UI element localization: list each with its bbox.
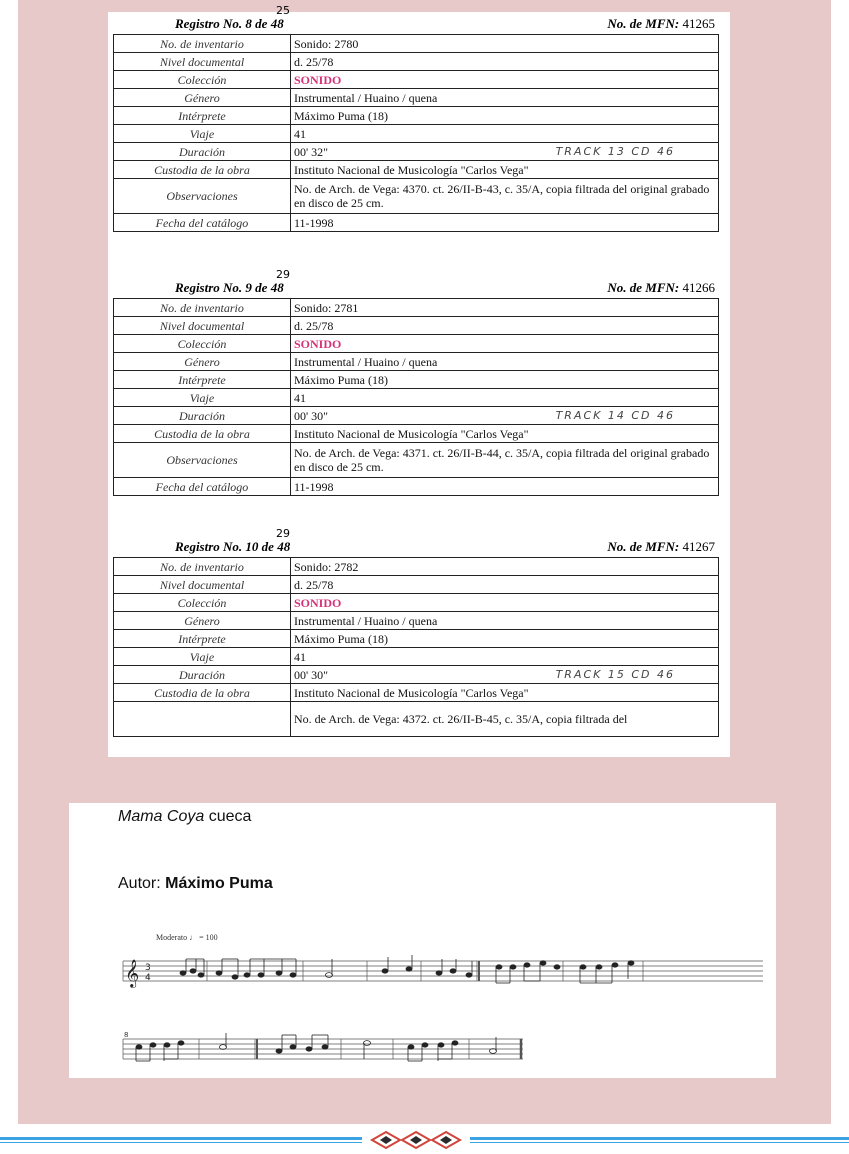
field-value-cell xyxy=(291,684,719,702)
field-value-cell xyxy=(291,425,719,443)
field-label: Custodia de la obra xyxy=(114,425,291,443)
field-value: d. 25/78 xyxy=(294,54,334,69)
field-value-cell xyxy=(291,407,719,425)
table-row xyxy=(114,53,719,71)
field-value: No. de Arch. de Vega: 4370. ct. 26/II-B-43, c. 35/A, copia filtrada del original grabado en disco de 25 cm. xyxy=(294,182,710,210)
field-label: Nivel documental xyxy=(114,576,291,594)
field-value-cell xyxy=(291,143,719,161)
field-label: Intérprete xyxy=(114,371,291,389)
field-label: No. de inventario xyxy=(114,35,291,53)
field-value-cell xyxy=(291,299,719,317)
svg-text:𝄞: 𝄞 xyxy=(125,959,140,987)
field-value-cell xyxy=(291,107,719,125)
field-label: Fecha del catálogo xyxy=(114,214,291,232)
field-value-cell xyxy=(291,576,719,594)
record-title: Registro No. 9 de 48 xyxy=(175,280,284,295)
record-table xyxy=(113,557,719,737)
field-label: Nivel documental xyxy=(114,317,291,335)
field-value: Instrumental / Huaino / quena xyxy=(294,613,438,628)
field-value-cell xyxy=(291,702,719,737)
field-value: 11-1998 xyxy=(294,479,334,494)
catalog-record xyxy=(113,4,719,232)
field-value-cell xyxy=(291,214,719,232)
field-label: Intérprete xyxy=(114,630,291,648)
field-value-cell xyxy=(291,478,719,496)
music-score xyxy=(69,803,776,1078)
field-value: Máximo Puma (18) xyxy=(294,108,388,123)
record-table xyxy=(113,298,719,496)
field-label: Colección xyxy=(114,335,291,353)
mfn-value: 41267 xyxy=(682,539,715,554)
field-value-cell xyxy=(291,666,719,684)
table-row xyxy=(114,630,719,648)
table-row xyxy=(114,89,719,107)
handwritten-track-note: TRACK 15 CD 46 xyxy=(555,667,675,681)
mfn-label: No. de MFN: xyxy=(607,16,680,31)
record-title: Registro No. 10 de 48 xyxy=(175,539,291,554)
field-label: Intérprete xyxy=(114,107,291,125)
collection-value: SONIDO xyxy=(294,595,342,610)
measure-number: 8 xyxy=(124,1031,129,1039)
handwritten-note: 29 xyxy=(276,527,290,540)
field-value: Sonido: 2781 xyxy=(294,300,359,315)
field-value-cell xyxy=(291,53,719,71)
table-row xyxy=(114,425,719,443)
field-value: 11-1998 xyxy=(294,215,334,230)
field-label: No. de inventario xyxy=(114,299,291,317)
field-value: 41 xyxy=(294,649,306,664)
field-label: Viaje xyxy=(114,125,291,143)
field-value: 41 xyxy=(294,126,306,141)
field-label: Género xyxy=(114,353,291,371)
table-row xyxy=(114,576,719,594)
field-label: Colección xyxy=(114,594,291,612)
svg-text:4: 4 xyxy=(145,973,151,983)
table-row xyxy=(114,389,719,407)
field-value-cell xyxy=(291,125,719,143)
field-value-cell xyxy=(291,161,719,179)
field-value: d. 25/78 xyxy=(294,577,334,592)
table-row xyxy=(114,443,719,478)
field-value: No. de Arch. de Vega: 4372. ct. 26/II-B-45, c. 35/A, copia filtrada del xyxy=(294,712,628,726)
field-label: Custodia de la obra xyxy=(114,161,291,179)
field-value-cell xyxy=(291,443,719,478)
field-value-cell xyxy=(291,648,719,666)
field-value-cell xyxy=(291,35,719,53)
field-value: Instituto Nacional de Musicología "Carlos Vega" xyxy=(294,685,529,700)
table-row xyxy=(114,407,719,425)
field-label: Género xyxy=(114,89,291,107)
field-label: Observaciones xyxy=(114,179,291,214)
table-row xyxy=(114,35,719,53)
table-row xyxy=(114,684,719,702)
table-row xyxy=(114,161,719,179)
table-row xyxy=(114,214,719,232)
score-title xyxy=(118,808,251,826)
field-value-cell xyxy=(291,179,719,214)
staff-line-1 xyxy=(123,953,763,993)
handwritten-track-note: TRACK 13 CD 46 xyxy=(555,144,675,158)
field-value: Instrumental / Huaino / quena xyxy=(294,354,438,369)
catalog-scan xyxy=(108,4,730,757)
andean-pattern-icon xyxy=(368,1130,464,1150)
footer-band-left-thin xyxy=(0,1142,362,1143)
table-row xyxy=(114,71,719,89)
field-label xyxy=(114,702,291,737)
field-value-cell xyxy=(291,594,719,612)
record-header xyxy=(113,4,719,34)
record-table xyxy=(113,34,719,232)
table-row xyxy=(114,666,719,684)
footer-band-right-thin xyxy=(470,1142,849,1143)
catalog-record xyxy=(113,268,719,496)
field-value: Sonido: 2780 xyxy=(294,36,359,51)
author-name: Máximo Puma xyxy=(165,875,273,892)
field-value-cell xyxy=(291,371,719,389)
table-row xyxy=(114,594,719,612)
field-label: Género xyxy=(114,612,291,630)
field-value-cell xyxy=(291,89,719,107)
table-row xyxy=(114,558,719,576)
field-label: No. de inventario xyxy=(114,558,291,576)
footer-ornament xyxy=(0,1130,849,1150)
field-label: Nivel documental xyxy=(114,53,291,71)
field-value: 00' 30" xyxy=(294,667,329,682)
field-value: 00' 32" xyxy=(294,144,329,159)
handwritten-track-note: TRACK 14 CD 46 xyxy=(555,408,675,422)
table-row xyxy=(114,143,719,161)
field-value: 00' 30" xyxy=(294,408,329,423)
table-row xyxy=(114,478,719,496)
field-value-cell xyxy=(291,353,719,371)
catalog-record xyxy=(113,527,719,737)
record-title: Registro No. 8 de 48 xyxy=(175,16,284,31)
mfn-value: 41265 xyxy=(682,16,715,31)
record-header xyxy=(113,268,719,298)
field-label: Custodia de la obra xyxy=(114,684,291,702)
field-value-cell xyxy=(291,630,719,648)
record-header xyxy=(113,527,719,557)
field-value: Instrumental / Huaino / quena xyxy=(294,90,438,105)
field-value: Instituto Nacional de Musicología "Carlos Vega" xyxy=(294,162,529,177)
field-value: Sonido: 2782 xyxy=(294,559,359,574)
field-label: Duración xyxy=(114,666,291,684)
table-row xyxy=(114,335,719,353)
field-value: d. 25/78 xyxy=(294,318,334,333)
field-label: Duración xyxy=(114,143,291,161)
field-value-cell xyxy=(291,335,719,353)
field-label: Viaje xyxy=(114,389,291,407)
footer-band-right xyxy=(470,1137,849,1140)
record-mfn xyxy=(607,539,715,555)
author-label: Autor: xyxy=(118,875,166,892)
table-row xyxy=(114,612,719,630)
field-value: 41 xyxy=(294,390,306,405)
staff-line-2 xyxy=(123,1031,543,1071)
field-value-cell xyxy=(291,558,719,576)
field-value: Máximo Puma (18) xyxy=(294,631,388,646)
table-row xyxy=(114,353,719,371)
field-value-cell xyxy=(291,317,719,335)
collection-value: SONIDO xyxy=(294,336,342,351)
table-row xyxy=(114,179,719,214)
field-value-cell xyxy=(291,389,719,407)
handwritten-note: 29 xyxy=(276,268,290,281)
record-mfn xyxy=(607,16,715,32)
field-value-cell xyxy=(291,612,719,630)
mfn-value: 41266 xyxy=(682,280,715,295)
record-mfn xyxy=(607,280,715,296)
field-label: Observaciones xyxy=(114,443,291,478)
score-title-genre: cueca xyxy=(204,808,252,825)
score-author xyxy=(118,875,273,893)
table-row xyxy=(114,648,719,666)
field-label: Fecha del catálogo xyxy=(114,478,291,496)
tempo-marking: Moderato ♩ = 100 xyxy=(156,933,218,942)
field-value: Máximo Puma (18) xyxy=(294,372,388,387)
field-label: Duración xyxy=(114,407,291,425)
table-row xyxy=(114,107,719,125)
field-value-cell xyxy=(291,71,719,89)
score-title-name: Mama Coya xyxy=(118,808,205,825)
table-row xyxy=(114,371,719,389)
field-value: Instituto Nacional de Musicología "Carlos Vega" xyxy=(294,426,529,441)
mfn-label: No. de MFN: xyxy=(607,280,680,295)
field-label: Colección xyxy=(114,71,291,89)
footer-band-left xyxy=(0,1137,362,1140)
table-row xyxy=(114,702,719,737)
table-row xyxy=(114,299,719,317)
collection-value: SONIDO xyxy=(294,72,342,87)
handwritten-note: 25 xyxy=(276,4,290,17)
mfn-label: No. de MFN: xyxy=(607,539,680,554)
table-row xyxy=(114,125,719,143)
field-label: Viaje xyxy=(114,648,291,666)
table-row xyxy=(114,317,719,335)
field-value: No. de Arch. de Vega: 4371. ct. 26/II-B-44, c. 35/A, copia filtrada del original grabado en disco de 25 cm. xyxy=(294,446,710,474)
svg-text:3: 3 xyxy=(145,963,151,973)
